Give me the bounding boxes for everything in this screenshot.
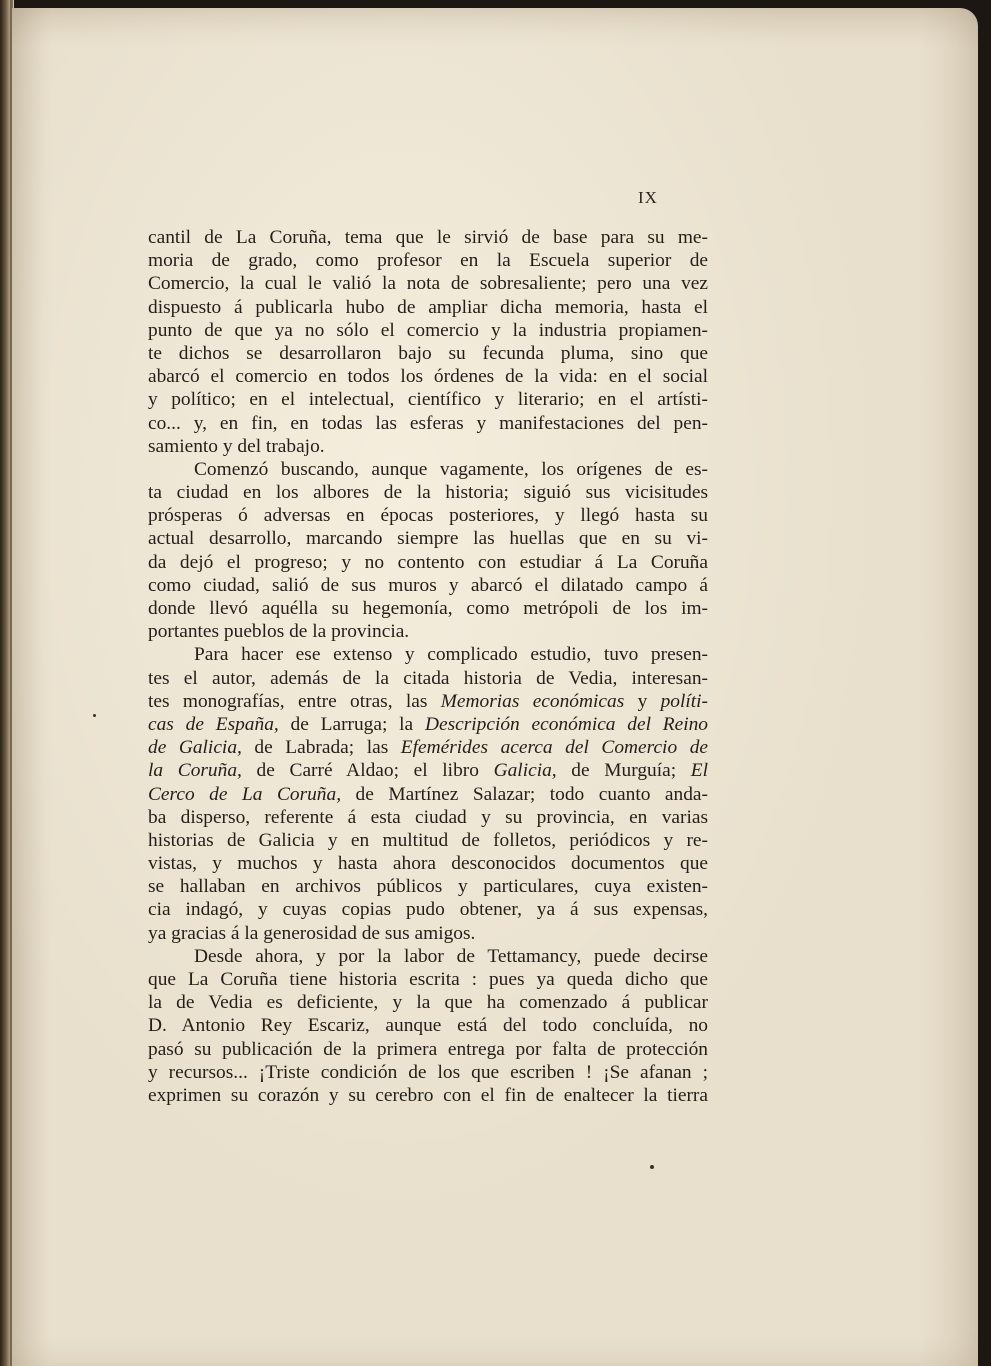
text-line xyxy=(148,713,708,736)
text-line xyxy=(148,226,708,249)
italic-title: Galicia, xyxy=(493,760,557,782)
page-number: IX xyxy=(638,188,658,207)
text-segment: ta ciudad en los albores de la historia; siguió sus vicisitudes xyxy=(148,482,708,504)
text-line xyxy=(148,551,708,574)
text-line xyxy=(148,968,708,991)
text-segment: ya gracias á la generosidad de sus amigos. xyxy=(148,922,476,944)
text-line xyxy=(148,504,708,527)
italic-title: Efemérides acerca del Comercio de xyxy=(400,737,708,759)
text-segment: ba disperso, referente á esta ciudad y su provincia, en varias xyxy=(148,806,708,828)
text-line xyxy=(148,1061,708,1084)
text-segment: punto de que ya no sólo el comercio y la industria propiamen- xyxy=(148,319,708,341)
text-line xyxy=(148,643,708,666)
text-segment: moria de grado, como profesor en la Escuela superior de xyxy=(148,250,708,272)
italic-title: Cerco de La Coruña, xyxy=(148,783,342,805)
text-line xyxy=(148,667,708,690)
text-line xyxy=(148,945,708,968)
text-segment: Para hacer ese extenso y complicado estudio, tuvo presen- xyxy=(194,644,708,666)
text-line xyxy=(148,898,708,921)
italic-title: políti- xyxy=(660,690,708,712)
text-segment: la de Vedia es deficiente, y la que ha comenzado á publicar xyxy=(148,992,708,1014)
text-line xyxy=(148,365,708,388)
text-line xyxy=(148,1038,708,1061)
text-segment: prósperas ó adversas en épocas posteriores, y llegó hasta su xyxy=(148,505,708,527)
text-segment: se hallaban en archivos públicos y particulares, cuya existen- xyxy=(148,876,708,898)
text-segment: y xyxy=(624,690,661,712)
text-line xyxy=(148,296,708,319)
text-line xyxy=(148,597,708,620)
text-line xyxy=(148,458,708,481)
text-line xyxy=(148,991,708,1014)
text-segment: Comenzó buscando, aunque vagamente, los orígenes de es- xyxy=(194,458,708,480)
text-segment: de Martínez Salazar; todo cuanto anda- xyxy=(341,783,708,805)
text-line xyxy=(148,481,708,504)
text-segment: tes el autor, además de la citada historia de Vedia, interesan- xyxy=(148,667,708,689)
text-line xyxy=(148,1014,708,1037)
text-line xyxy=(148,759,708,782)
text-segment: co... y, en fin, en todas las esferas y manifestaciones del pen- xyxy=(148,412,708,434)
text-segment: tes monografías, entre otras, las xyxy=(148,690,441,712)
italic-title: El xyxy=(690,760,708,782)
text-line xyxy=(148,249,708,272)
text-segment: como ciudad, salió de sus muros y abarcó el dilatado campo á xyxy=(148,574,708,596)
text-line xyxy=(148,527,708,550)
text-segment: de Carré Aldao; el libro xyxy=(241,760,494,782)
text-segment: y recursos... ¡Triste condición de los que escriben ! ¡Se afanan ; xyxy=(148,1061,708,1083)
text-line xyxy=(148,806,708,829)
text-line xyxy=(148,783,708,806)
text-line xyxy=(148,342,708,365)
text-segment: que La Coruña tiene historia escrita : pues ya queda dicho que xyxy=(148,969,708,990)
text-segment: de Larruga; la xyxy=(278,713,425,735)
text-segment: pasó su publicación de la primera entrega por falta de protección xyxy=(148,1038,708,1060)
text-segment: te dichos se desarrollaron bajo su fecunda pluma, sino que xyxy=(148,342,708,364)
text-segment: Desde ahora, y por la labor de Tettamancy, puede decirse xyxy=(194,945,708,967)
text-segment: historias de Galicia y en multitud de folletos, periódicos y re- xyxy=(148,829,708,851)
text-line xyxy=(148,736,708,759)
text-segment: de Murguía; xyxy=(556,760,691,782)
text-line xyxy=(148,620,708,643)
text-segment: samiento y del trabajo. xyxy=(148,435,325,457)
italic-title: la Coruña, xyxy=(148,760,242,782)
text-segment: D. Antonio Rey Escariz, aunque está del todo concluída, no xyxy=(148,1015,708,1037)
italic-title: Descripción económica del Reino xyxy=(424,713,708,735)
text-segment: actual desarrollo, marcando siempre las huellas que en su vi- xyxy=(148,528,708,550)
text-segment: abarcó el comercio en todos los órdenes de la vida: en el social xyxy=(148,366,708,388)
text-line xyxy=(148,272,708,295)
text-line xyxy=(148,319,708,342)
text-line xyxy=(148,690,708,713)
italic-title: cas de España, xyxy=(148,713,279,735)
body-text xyxy=(148,226,708,1107)
text-line xyxy=(148,412,708,435)
text-segment: y político; en el intelectual, científico y literario; en el artísti- xyxy=(148,389,708,411)
text-line xyxy=(148,388,708,411)
text-segment: portantes pueblos de la provincia. xyxy=(148,621,410,643)
text-line xyxy=(148,1084,708,1107)
text-line xyxy=(148,829,708,852)
italic-title: de Galicia, xyxy=(148,737,242,759)
text-line xyxy=(148,852,708,875)
text-segment: cantil de La Coruña, tema que le sirvió de base para su me- xyxy=(148,227,708,248)
ink-speck xyxy=(93,714,96,717)
text-segment: de Labrada; las xyxy=(241,737,401,759)
text-segment: exprimen su corazón y su cerebro con el fin de enaltecer la tierra xyxy=(148,1084,708,1106)
text-line xyxy=(148,922,708,945)
text-segment: da dejó el progreso; y no contento con estudiar á La Coruña xyxy=(148,551,708,573)
text-line xyxy=(148,875,708,898)
text-line xyxy=(148,435,708,458)
text-line xyxy=(148,574,708,597)
text-segment: Comercio, la cual le valió la nota de sobresaliente; pero una vez xyxy=(148,273,708,295)
ink-speck xyxy=(650,1165,654,1169)
text-segment: vistas, y muchos y hasta ahora desconocidos documentos que xyxy=(148,853,708,875)
text-segment: donde llevó aquélla su hegemonía, como metrópoli de los im- xyxy=(148,598,708,619)
text-segment: dispuesto á publicarla hubo de ampliar dicha memoria, hasta el xyxy=(148,296,708,318)
text-segment: cia indagó, y cuyas copias pudo obtener, ya á sus expensas, xyxy=(148,899,708,921)
italic-title: Memorias económicas xyxy=(440,690,625,712)
